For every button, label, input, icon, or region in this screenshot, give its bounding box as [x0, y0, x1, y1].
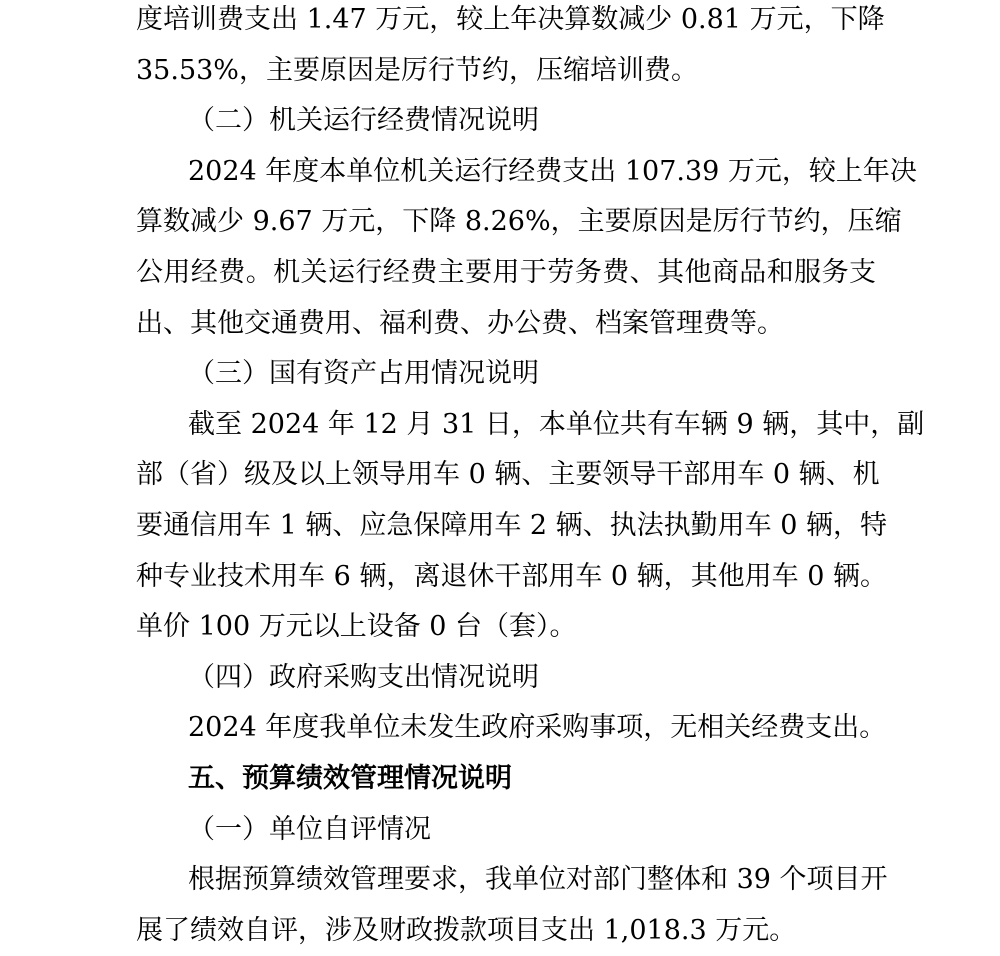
section-heading: 五、预算绩效管理情况说明 [188, 762, 512, 794]
body-line: 部（省）级及以上领导用车 0 辆、主要领导干部用车 0 辆、机 [136, 459, 880, 491]
paragraph-first-line: 2024 年度本单位机关运行经费支出 107.39 万元，较上年决 [188, 155, 917, 187]
body-line: 单价 100 万元以上设备 0 台（套）。 [136, 611, 577, 643]
subheading: （三）国有资产占用情况说明 [188, 358, 539, 390]
paragraph-first-line: 截至 2024 年 12 月 31 日，本单位共有车辆 9 辆，其中，副 [188, 408, 925, 440]
paragraph-first-line: 2024 年度我单位未发生政府采购事项，无相关经费支出。 [188, 712, 887, 744]
subheading: （四）政府采购支出情况说明 [188, 661, 539, 693]
body-line: 种专业技术用车 6 辆，离退休干部用车 0 辆，其他用车 0 辆。 [136, 560, 888, 592]
paragraph-first-line: 根据预算绩效管理要求，我单位对部门整体和 39 个项目开 [188, 864, 888, 896]
subheading: （二）机关运行经费情况说明 [188, 105, 539, 137]
body-line: 度培训费支出 1.47 万元，较上年决算数减少 0.81 万元，下降 [136, 4, 885, 35]
subheading: （一）单位自评情况 [188, 813, 431, 845]
body-line: 展了绩效自评，涉及财政拨款项目支出 1,018.3 万元。 [136, 914, 797, 946]
body-line: 公用经费。机关运行经费主要用于劳务费、其他商品和服务支 [136, 256, 876, 288]
body-line: 35.53%，主要原因是厉行节约，压缩培训费。 [136, 54, 698, 86]
document-page [136, 0, 925, 956]
body-line: 算数减少 9.67 万元，下降 8.26%，主要原因是厉行节约，压缩 [136, 206, 902, 238]
body-line: 要通信用车 1 辆、应急保障用车 2 辆、执法执勤用车 0 辆，特 [136, 509, 888, 541]
body-line: 出、其他交通费用、福利费、办公费、档案管理费等。 [136, 307, 784, 339]
